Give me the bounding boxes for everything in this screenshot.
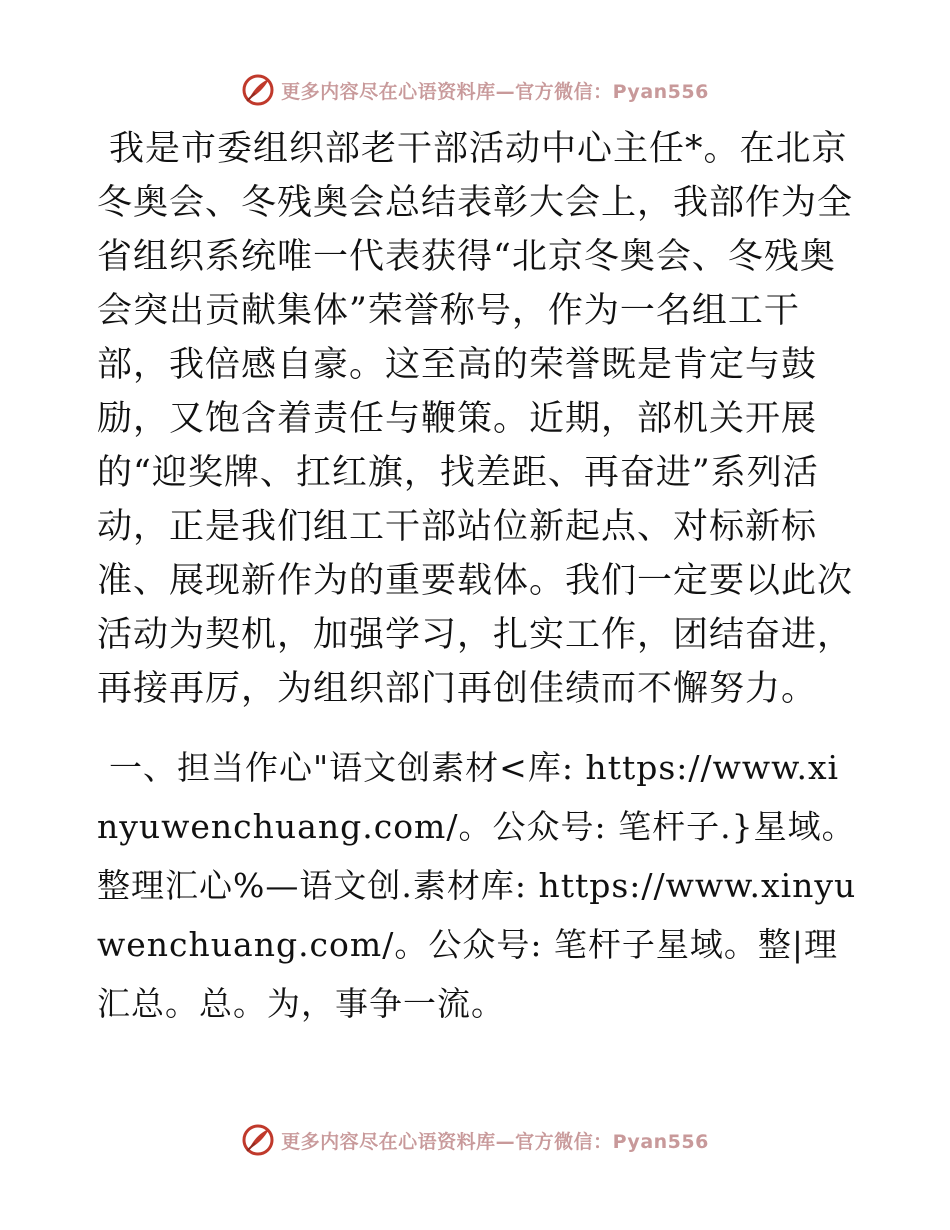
- body-paragraph-2: 一、担当作心"语文创素材<库: https://www.xinyuwenchuang.com/。公众号: 笔杆子.}星域。整理汇心%—语文创.素材库: https://www.xinyuwenchuang.com/。公众号: 笔杆子星域。整|理汇总。总。为，事争一流。: [97, 748, 857, 1023]
- footer-banner-text: 更多内容尽在心语资料库—官方微信：Pyan556: [281, 1130, 709, 1153]
- header-banner-text: 更多内容尽在心语资料库—官方微信：Pyan556: [281, 80, 709, 103]
- body-paragraph-1: 我是市委组织部老干部活动中心主任*。在北京冬奥会、冬残奥会总结表彰大会上，我部作为全省组织系统唯一代表获得“北京冬奥会、冬残奥会突出贡献集体”荣誉称号，作为一名组工干部，我倍感自豪。这至高的荣誉既是肯定与鼓励，又饱含着责任与鞭策。近期，部机关开展的“迎奖牌、扛红旗，找差距、再奋进”系列活动，正是我们组工干部站位新起点、对标新标准、展现新作为的重要载体。我们一定要以此次活动为契机，加强学习，扎实工作，团结奋进，再接再厉，为组织部门再创佳绩而不懈努力。: [97, 129, 854, 709]
- document-body: [97, 122, 857, 1033]
- feather-pen-logo-icon: [241, 73, 275, 107]
- footer-banner: [0, 1120, 950, 1160]
- feather-pen-logo-icon: [241, 1123, 275, 1157]
- header-banner: [0, 70, 950, 110]
